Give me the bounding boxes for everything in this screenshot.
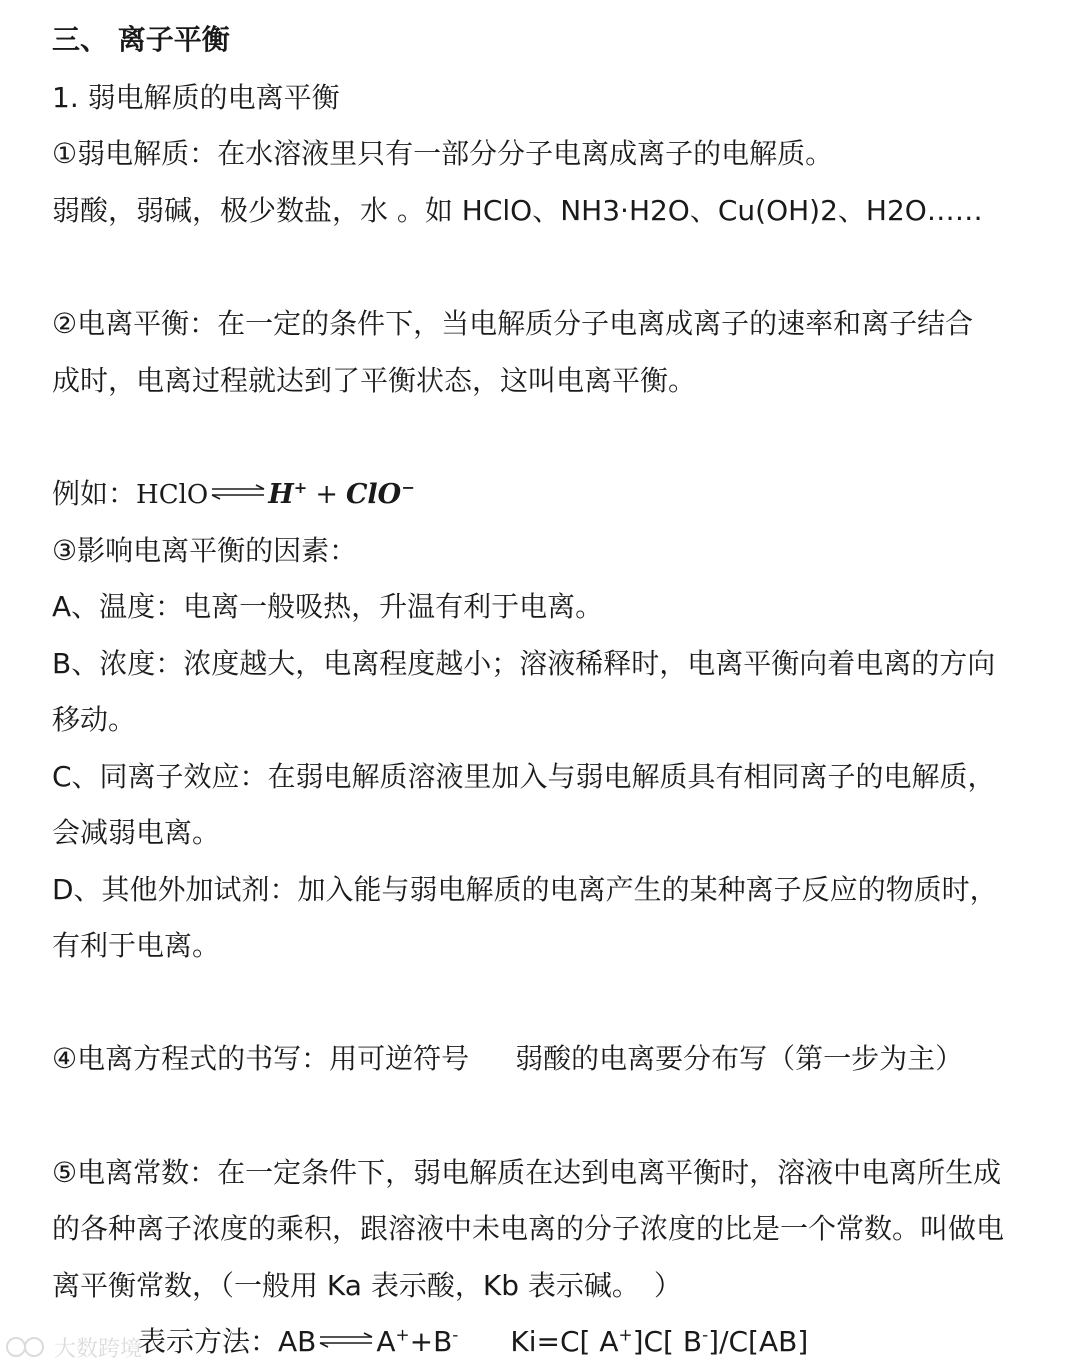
watermark-text: 大数跨境 xyxy=(54,1336,143,1362)
section-heading: 三、 离子平衡 xyxy=(52,23,230,56)
factor-c-common-ion-line1: C、同离子效应：在弱电解质溶液里加入与弱电解质具有相同离子的电解质， xyxy=(52,760,996,793)
example-product-clo: ClO− xyxy=(345,478,415,510)
factor-b-concentration-line2: 移动。 xyxy=(52,703,137,736)
repr-product-b: B- xyxy=(433,1324,459,1358)
item5-line3: 离平衡常数，（一般用 Ka 表示酸，Kb 表示碱。 ） xyxy=(52,1269,682,1302)
watermark-logo-icon xyxy=(4,1333,48,1361)
item2-line2: 成时，电离过程就达到了平衡状态，这叫电离平衡。 xyxy=(52,364,697,397)
item1-examples: 弱酸，弱碱，极少数盐，水 。如 HClO、NH3·H2O、Cu(OH)2、H2O…… xyxy=(52,194,983,227)
repr-reactant: AB xyxy=(278,1325,317,1358)
example-plus: + xyxy=(315,479,338,510)
example-equation xyxy=(52,474,415,515)
subsection-title: 1. 弱电解质的电离平衡 xyxy=(52,81,340,114)
item4-part2: 弱酸的电离要分布写（第一步为主） xyxy=(515,1042,964,1075)
repr-label: 表示方法： xyxy=(138,1325,279,1358)
factor-d-reagent-line2: 有利于电离。 xyxy=(52,929,221,962)
item5-line2: 的各种离子浓度的乘积，跟溶液中未电离的分子浓度的比是一个常数。叫做电 xyxy=(52,1212,1005,1245)
repr-plus: + xyxy=(409,1325,434,1358)
item2-line1: ②电离平衡：在一定的条件下，当电解质分子电离成离子的速率和离子结合 xyxy=(52,307,974,340)
item3-title: ③影响电离平衡的因素： xyxy=(52,534,358,567)
factor-a-temperature: A、温度：电离一般吸热，升温有利于电离。 xyxy=(52,590,604,623)
example-prefix: 例如： xyxy=(52,477,137,510)
item5-line1: ⑤电离常数：在一定条件下，弱电解质在达到电离平衡时，溶液中电离所生成 xyxy=(52,1156,1002,1189)
equilibrium-arrow-icon xyxy=(210,484,266,500)
item4-equation-writing xyxy=(52,1039,963,1079)
factor-c-common-ion-line2: 会减弱电离。 xyxy=(52,816,221,849)
ki-formula: Ki=C[ A+]C[ B-]/C[AB] xyxy=(510,1324,809,1358)
factor-d-reagent-line1: D、其他外加试剂：加入能与弱电解质的电离产生的某种离子反应的物质时， xyxy=(52,873,998,906)
example-product-h: H+ xyxy=(268,478,308,510)
factor-b-concentration-line1: B、浓度：浓度越大，电离程度越小；溶液稀释时，电离平衡向着电离的方向 xyxy=(52,647,996,680)
item4-part1: ④电离方程式的书写：用可逆符号 xyxy=(52,1042,470,1075)
equilibrium-arrow-icon xyxy=(318,1332,374,1348)
repr-product-a: A+ xyxy=(376,1324,410,1358)
item1-definition: ①弱电解质：在水溶液里只有一部分分子电离成离子的电解质。 xyxy=(52,137,834,170)
document-page xyxy=(52,0,1052,1368)
ionization-constant-expression xyxy=(138,1322,808,1362)
example-reactant: HClO xyxy=(136,480,209,510)
watermark xyxy=(4,1330,142,1364)
